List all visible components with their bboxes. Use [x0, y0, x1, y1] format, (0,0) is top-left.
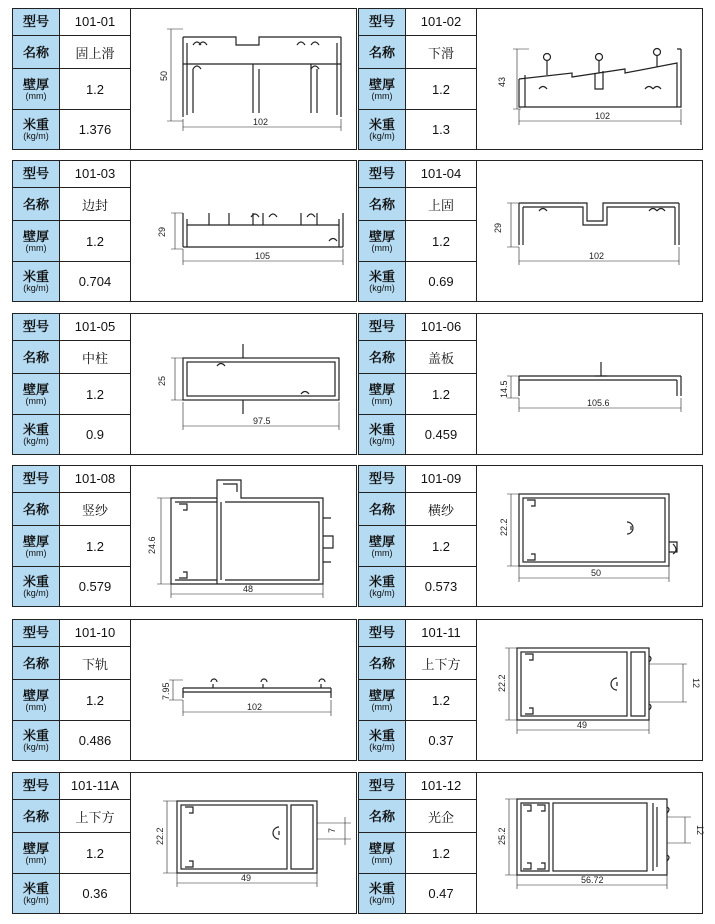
wall-label: 壁厚 (mm) — [13, 221, 60, 261]
svg-text:56.72: 56.72 — [581, 875, 604, 885]
wall-value: 1.2 — [406, 221, 477, 261]
model-value: 101-05 — [60, 314, 131, 340]
spec-table — [13, 620, 131, 760]
width-dimension — [183, 249, 343, 265]
wall-label: 壁厚 (mm) — [359, 221, 406, 261]
svg-text:102: 102 — [253, 117, 269, 127]
svg-text:25: 25 — [157, 375, 167, 386]
model-value: 101-11 — [406, 620, 477, 646]
weight-value: 0.36 — [60, 873, 131, 913]
svg-text:105.6: 105.6 — [587, 398, 610, 408]
svg-text:48: 48 — [243, 584, 254, 594]
name-value: 下轨 — [60, 646, 131, 680]
wall-label: 壁厚 (mm) — [13, 69, 60, 109]
width-dimension — [519, 109, 681, 125]
weight-value: 0.9 — [60, 414, 131, 454]
profile-outline — [519, 494, 677, 566]
profile-drawing — [477, 314, 702, 454]
profile-outline — [183, 213, 343, 247]
svg-text:14.5: 14.5 — [499, 380, 509, 398]
svg-text:24.6: 24.6 — [147, 536, 157, 554]
width-dimension — [183, 402, 339, 430]
model-label: 型号 — [13, 9, 60, 35]
svg-text:97.5: 97.5 — [253, 416, 271, 426]
weight-label: 米重 (kg/m) — [13, 109, 60, 149]
profile-outline — [517, 648, 651, 720]
svg-text:29: 29 — [157, 226, 167, 237]
spec-table — [13, 466, 131, 606]
profile-card-101-01 — [12, 8, 357, 150]
model-value: 101-04 — [406, 161, 477, 187]
height-dimension — [499, 376, 519, 398]
model-value: 101-06 — [406, 314, 477, 340]
height-dimension — [159, 29, 183, 121]
weight-value: 1.376 — [60, 109, 131, 149]
wall-value: 1.2 — [60, 69, 131, 109]
model-label: 型号 — [13, 161, 60, 187]
name-value: 固上滑 — [60, 35, 131, 69]
wall-value: 1.2 — [406, 680, 477, 720]
weight-label: 米重 (kg/m) — [13, 873, 60, 913]
profile-drawing — [131, 620, 356, 760]
name-label: 名称 — [359, 492, 406, 526]
name-value: 上固 — [406, 187, 477, 221]
profile-drawing — [477, 161, 702, 301]
width-dimension — [183, 117, 341, 131]
spec-table — [359, 466, 477, 606]
model-value: 101-01 — [60, 9, 131, 35]
profile-card-101-09 — [358, 465, 703, 607]
name-label: 名称 — [13, 340, 60, 374]
svg-text:105: 105 — [255, 251, 271, 261]
profile-drawing — [477, 9, 702, 149]
svg-text:7: 7 — [327, 827, 337, 833]
name-label: 名称 — [359, 799, 406, 833]
model-label: 型号 — [13, 773, 60, 799]
model-label: 型号 — [13, 466, 60, 492]
wall-value: 1.2 — [60, 526, 131, 566]
svg-text:22.2: 22.2 — [155, 827, 165, 845]
spec-table — [13, 773, 131, 913]
name-label: 名称 — [13, 492, 60, 526]
wall-label: 壁厚 (mm) — [13, 374, 60, 414]
wall-label: 壁厚 (mm) — [359, 680, 406, 720]
width-dimension — [519, 566, 669, 582]
svg-text:22.2: 22.2 — [499, 518, 509, 536]
profile-outline — [177, 801, 317, 873]
name-label: 名称 — [13, 646, 60, 680]
width-dimension — [519, 247, 679, 265]
wall-value: 1.2 — [406, 526, 477, 566]
weight-label: 米重 (kg/m) — [359, 566, 406, 606]
svg-text:29: 29 — [493, 222, 503, 233]
name-label: 名称 — [359, 187, 406, 221]
name-value: 下滑 — [406, 35, 477, 69]
height-dimension — [493, 203, 519, 247]
profile-card-101-02 — [358, 8, 703, 150]
model-value: 101-10 — [60, 620, 131, 646]
spec-table — [359, 620, 477, 760]
inner-height-dimension — [667, 817, 705, 843]
profile-drawing — [131, 9, 356, 149]
profile-outline — [171, 480, 333, 584]
profile-outline — [183, 679, 331, 698]
name-label: 名称 — [359, 646, 406, 680]
model-label: 型号 — [359, 620, 406, 646]
height-dimension — [499, 494, 519, 566]
name-label: 名称 — [13, 187, 60, 221]
svg-text:102: 102 — [589, 251, 605, 261]
model-label: 型号 — [13, 314, 60, 340]
model-label: 型号 — [359, 773, 406, 799]
name-label: 名称 — [359, 340, 406, 374]
profile-outline — [519, 203, 679, 245]
weight-value: 0.486 — [60, 720, 131, 760]
profile-drawing — [477, 773, 705, 913]
wall-label: 壁厚 (mm) — [13, 833, 60, 873]
weight-label: 米重 (kg/m) — [13, 414, 60, 454]
weight-value: 0.704 — [60, 261, 131, 301]
weight-label: 米重 (kg/m) — [359, 414, 406, 454]
profile-drawing — [131, 314, 356, 454]
model-label: 型号 — [359, 9, 406, 35]
model-value: 101-08 — [60, 466, 131, 492]
model-value: 101-11A — [60, 773, 131, 799]
width-dimension — [517, 720, 649, 734]
svg-text:12: 12 — [691, 678, 701, 689]
spec-table — [359, 314, 477, 454]
width-dimension — [519, 398, 681, 412]
svg-text:12: 12 — [695, 825, 705, 836]
name-label: 名称 — [13, 799, 60, 833]
svg-text:43: 43 — [497, 76, 507, 87]
profile-card-101-11A — [12, 772, 357, 914]
name-value: 中柱 — [60, 340, 131, 374]
wall-label: 壁厚 (mm) — [359, 69, 406, 109]
height-dimension — [147, 498, 171, 584]
wall-value: 1.2 — [60, 680, 131, 720]
model-label: 型号 — [359, 314, 406, 340]
profile-drawing — [477, 466, 702, 606]
name-value: 盖板 — [406, 340, 477, 374]
profile-drawing — [477, 620, 702, 760]
model-value: 101-03 — [60, 161, 131, 187]
svg-text:22.2: 22.2 — [497, 674, 507, 692]
width-dimension — [183, 700, 331, 716]
wall-value: 1.2 — [406, 374, 477, 414]
wall-label: 壁厚 (mm) — [13, 680, 60, 720]
profile-outline — [183, 344, 339, 414]
inner-height-dimension — [649, 664, 701, 702]
svg-text:7.95: 7.95 — [161, 682, 171, 700]
weight-label: 米重 (kg/m) — [359, 873, 406, 913]
profile-card-101-08 — [12, 465, 357, 607]
profile-drawing — [131, 466, 356, 606]
inner-height-dimension — [317, 817, 351, 845]
name-value: 横纱 — [406, 492, 477, 526]
wall-value: 1.2 — [406, 69, 477, 109]
spec-table — [13, 9, 131, 149]
name-value: 上下方 — [60, 799, 131, 833]
wall-label: 壁厚 (mm) — [13, 526, 60, 566]
svg-text:49: 49 — [577, 720, 588, 730]
profile-card-101-10 — [12, 619, 357, 761]
model-label: 型号 — [359, 161, 406, 187]
wall-value: 1.2 — [60, 221, 131, 261]
name-value: 上下方 — [406, 646, 477, 680]
height-dimension — [497, 648, 517, 720]
wall-value: 1.2 — [60, 374, 131, 414]
profile-card-101-03 — [12, 160, 357, 302]
profile-outline — [517, 799, 669, 875]
spec-table — [13, 314, 131, 454]
weight-value: 0.37 — [406, 720, 477, 760]
wall-label: 壁厚 (mm) — [359, 833, 406, 873]
height-dimension — [161, 680, 183, 700]
profile-drawing — [131, 773, 356, 913]
spec-table — [13, 161, 131, 301]
svg-text:49: 49 — [241, 873, 252, 883]
weight-label: 米重 (kg/m) — [359, 720, 406, 760]
weight-value: 0.47 — [406, 873, 477, 913]
profile-outline — [183, 37, 341, 117]
height-dimension — [155, 801, 177, 873]
width-dimension — [177, 873, 317, 887]
weight-value: 0.459 — [406, 414, 477, 454]
weight-label: 米重 (kg/m) — [13, 261, 60, 301]
svg-text:25.2: 25.2 — [497, 827, 507, 845]
profile-card-101-11 — [358, 619, 703, 761]
name-value: 边封 — [60, 187, 131, 221]
svg-text:102: 102 — [595, 111, 611, 121]
name-label: 名称 — [359, 35, 406, 69]
spec-table — [359, 9, 477, 149]
profile-outline — [519, 362, 681, 396]
model-value: 101-02 — [406, 9, 477, 35]
profile-card-101-04 — [358, 160, 703, 302]
profile-outline — [519, 49, 681, 108]
weight-value: 0.573 — [406, 566, 477, 606]
height-dimension — [497, 799, 517, 875]
weight-label: 米重 (kg/m) — [13, 566, 60, 606]
name-value: 竖纱 — [60, 492, 131, 526]
profile-card-101-06 — [358, 313, 703, 455]
width-dimension — [171, 584, 323, 598]
name-value: 光企 — [406, 799, 477, 833]
svg-text:50: 50 — [591, 568, 602, 578]
svg-text:102: 102 — [247, 702, 263, 712]
weight-value: 1.3 — [406, 109, 477, 149]
profile-card-101-05 — [12, 313, 357, 455]
weight-value: 0.579 — [60, 566, 131, 606]
spec-table — [359, 773, 477, 913]
height-dimension — [157, 358, 183, 400]
width-dimension — [517, 875, 667, 889]
weight-label: 米重 (kg/m) — [13, 720, 60, 760]
weight-value: 0.69 — [406, 261, 477, 301]
spec-table — [359, 161, 477, 301]
model-label: 型号 — [359, 466, 406, 492]
height-dimension — [157, 213, 183, 249]
model-label: 型号 — [13, 620, 60, 646]
weight-label: 米重 (kg/m) — [359, 261, 406, 301]
wall-value: 1.2 — [406, 833, 477, 873]
model-value: 101-09 — [406, 466, 477, 492]
profile-card-101-12 — [358, 772, 703, 914]
name-label: 名称 — [13, 35, 60, 69]
profile-drawing — [131, 161, 356, 301]
wall-label: 壁厚 (mm) — [359, 374, 406, 414]
wall-label: 壁厚 (mm) — [359, 526, 406, 566]
model-value: 101-12 — [406, 773, 477, 799]
svg-text:50: 50 — [159, 70, 169, 81]
weight-label: 米重 (kg/m) — [359, 109, 406, 149]
wall-value: 1.2 — [60, 833, 131, 873]
